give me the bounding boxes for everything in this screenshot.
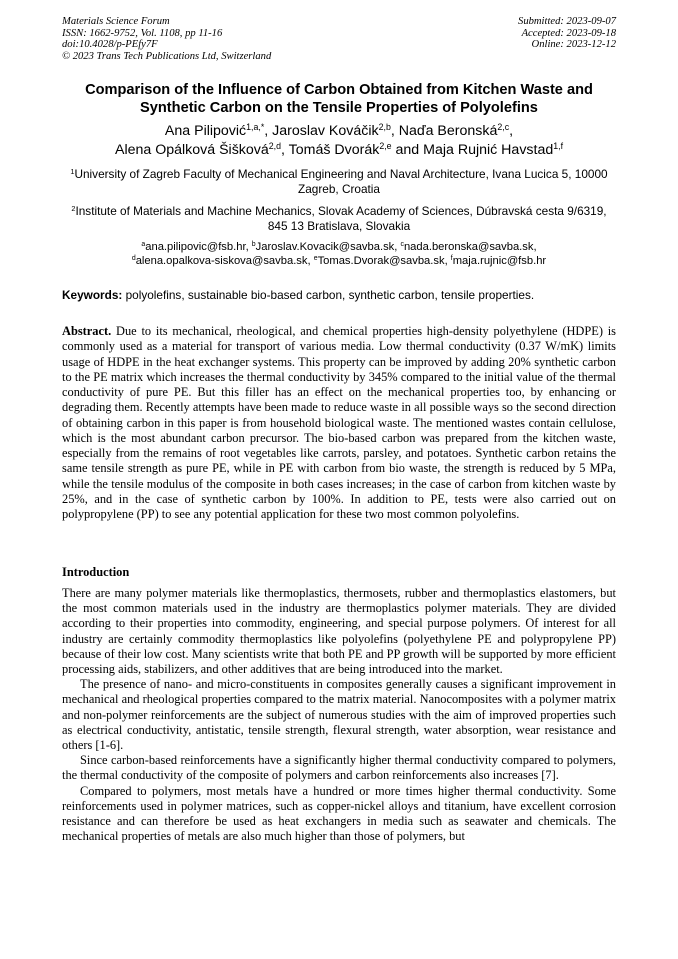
- affiliation-2: $^2$Institute of Materials and Machine Mechanics, Slovak Academy of Sciences, Dúbravská cesta 9/6319, 845 13 Bratislava, Slovakia: [71, 203, 607, 233]
- submitted-date: Submitted: 2023-09-07: [518, 16, 616, 27]
- keywords: [62, 288, 616, 302]
- paragraph: Compared to polymers, most metals have a hundred or more times higher thermal conductivity. Some reinforcements used in polymer matrices, such as copper-nickel alloys and titanium, have excellent corrosion resistance and can therefore be used as heat exchangers in media such as seawater and chemicals. The mechanical properties of metals are also much higher than those of polymers, but: [62, 783, 616, 844]
- email[interactable]: $^c$nada.beronska@savba.sk: [400, 241, 534, 253]
- online-date: Online: 2023-12-12: [531, 39, 616, 51]
- doi-line: doi:10.4028/p-PEfy7F: [62, 39, 158, 51]
- paper-title: Comparison of the Influence of Carbon Obtained from Kitchen Waste and Synthetic Carbon on the Tensile Properties of Polyolefins: [85, 82, 593, 116]
- email[interactable]: $^f$maja.rujnic@fsb.hr: [450, 255, 547, 267]
- paragraph: Since carbon-based reinforcements have a significantly higher thermal conductivity compared to polymers, the thermal conductivity of the composite of polymers and carbon reinforcements also increases [7].: [62, 753, 616, 783]
- copyright-line: © 2023 Trans Tech Publications Ltd, Switzerland: [62, 50, 272, 62]
- accepted-date: Accepted: 2023-09-18: [521, 27, 616, 39]
- author: Maja Rujnić Havstad$^{1,f}$: [423, 140, 564, 158]
- abstract-label: Abstract.: [62, 324, 112, 338]
- author-emails: $^a$ana.pilipovic@fsb.hr, $^b$Jaroslav.Kovacik@savba.sk, $^c$nada.beronska@savba.sk, $^d$alena.opalkova-siskova@savba.sk, $^e$Tomas.Dvorak@savba.sk, $^f$maja.rujnic@fsb.hr: [131, 241, 547, 267]
- email[interactable]: $^a$ana.pilipovic@fsb.hr: [141, 241, 246, 253]
- author: Jaroslav Kováčik$^{2,b}$,: [272, 122, 399, 139]
- email[interactable]: $^b$Jaroslav.Kovacik@savba.sk: [251, 241, 395, 253]
- author: Naďa Beronská$^{2,c}$,: [398, 122, 514, 139]
- keywords-label: Keywords:: [62, 288, 123, 302]
- page-header: [62, 16, 616, 62]
- abstract: [62, 324, 616, 522]
- paragraph: The presence of nano- and micro-constituents in composites generally causes a significant improvement in mechanical and rheological properties compared to the matrix material. Nanocomposites with a polymer matrix and non-polymer reinforcements are the subject of numerous studies with the aim of improved properties such as electrical conductivity, antistatic, tensile strength, flexural strength, water absorption, wear resistance and others [1-6].: [62, 677, 616, 753]
- author: Ana Pilipović$^{1,a,*}$,: [164, 122, 273, 139]
- paragraph: There are many polymer materials like thermoplastics, thermosets, rubber and thermoplastics elastomers, but the most common materials used in the industry are thermoplastics polymer materials. They are divided according to their properties into commodity, engineering, and special purpose polymers. Of interest for all industry are certainly commodity thermoplastics like polyolefins (polyethylene PE and polypropylene PP) because of their low cost. Many scientists write that both PE and PP growth will be supported by more efficient processing aids, stabilizers, and other additives that are being introduced into the market.: [62, 586, 616, 677]
- publication-dates: [518, 16, 616, 62]
- author-list: [60, 122, 618, 159]
- issn-line: ISSN: 1662-9752, Vol. 1108, pp 11-16: [62, 27, 223, 39]
- email[interactable]: $^d$alena.opalkova-siskova@savba.sk: [131, 255, 308, 267]
- journal-name: Materials Science Forum: [62, 16, 170, 27]
- email[interactable]: $^e$Tomas.Dvorak@savba.sk: [313, 255, 445, 267]
- author: Alena Opálková Šišková$^{2,d}$,: [114, 140, 289, 158]
- keywords-text: polyolefins, sustainable bio-based carbon, synthetic carbon, tensile properties.: [125, 288, 535, 302]
- journal-info: [62, 16, 271, 62]
- introduction-body: [62, 586, 616, 844]
- author: Tomáš Dvorák$^{2,e}$ and: [288, 140, 424, 158]
- abstract-text: Due to its mechanical, rheological, and chemical properties high-density polyethylene (HDPE) is commonly used as a material for transport of various media. Low thermal conductivity (0.37 W/mK) limits usage of HDPE in the heat exchanger systems. This property can be improved by adding 20% synthetic carbon to the PE matrix which increases the thermal conductivity by 345% compared to the initial value of the thermal conductivity of pure PE. But this filler has an effect on the mechanical properties too, by enhancing or degrading them. Recently attempts have been made to reduce waste in all possible ways so the second direction of obtaining carbon in this paper is from household biological waste. The mentioned wastes contain cellulose, which is the most abundant carbon precursor. The bio-based carbon was prepared from the kitchen waste, especially from the remains of root vegetables like carrots, parsley, and potatoes. Synthetic carbon retains the same tensile strength as pure PE, while in PE with carbon from bio waste, the strength is reduced by 5 MPa, while the tensile modulus of the composite in both cases increases; in the case of carbon from kitchen waste by 25%, and in the case of synthetic carbon by 100%. In addition to PE, tests were also carried out on polypropylene (PP) to see any potential application for these two most common polyolefins.: [62, 324, 616, 521]
- section-heading: Introduction: [62, 565, 130, 579]
- affiliation-1: $^1$University of Zagreb Faculty of Mechanical Engineering and Naval Architecture, Ivana Lucica 5, 10000 Zagreb, Croatia: [70, 166, 608, 196]
